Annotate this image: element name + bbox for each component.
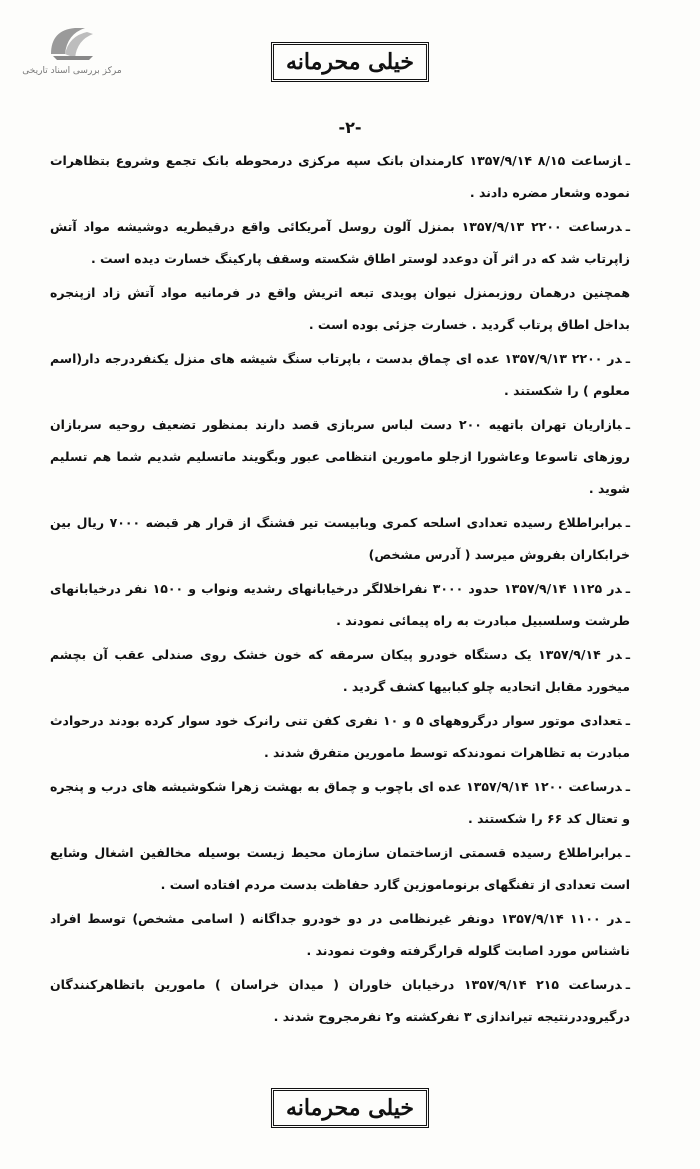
paragraph-11: ـبرابراطلاع رسیده قسمتی ازساختمان سازمان محیط زیست بوسیله مخالفین اشغال وشایع است تعدادی از تفنگهای برنوماموزین گارد حفاظت بدست مردم افتاده است . <box>50 845 630 892</box>
page-number: -۲- <box>338 118 362 137</box>
paragraph-7: ـدر ۱۱۲۵ ۱۳۵۷/۹/۱۴ حدود ۳۰۰۰ نفراخلالگر درخیابانهای رشدیه ونواب و ۱۵۰۰ نفر درخیابانهای طرشت وسلسبیل مبادرت به راه پیمائی نمودند . <box>50 581 630 628</box>
paragraph-5: ـبازاریان تهران باتهیه ۲۰۰ دست لباس سربازی قصد دارند بمنظور تضعیف روحیه سربازان روزهای تاسوعا وعاشورا ازجلو مامورین انتظامی عبور وبگویند ماتسلیم شدیم شما هم تسلیم شوید . <box>50 417 630 496</box>
paragraph-3: همچنین درهمان روزبمنزل نیوان پویدی تبعه اتریش واقع در فرمانیه مواد آتش زاد ازپنجره بداخل اطاق پرتاب گردید . خسارت جزئی بوده است . <box>50 285 630 332</box>
paragraph-9: ـتعدادی موتور سوار درگروههای ۵ و ۱۰ نفری کفن تنی رانرک خود سوار کرده بودند درحوادث مبادرت به تظاهرات نمودندکه توسط مامورین متفرق شدند . <box>50 713 630 760</box>
paragraph-12: ـدر ۱۱۰۰ ۱۳۵۷/۹/۱۴ دونفر غیرنظامی در دو خودرو جداگانه ( اسامی مشخص) توسط افراد ناشناس مورد اصابت گلوله قرارگرفته وفوت نمودند . <box>50 911 630 958</box>
paragraph-4: ـدر ۲۲۰۰ ۱۳۵۷/۹/۱۳ عده ای چماق بدست ، باپرتاب سنگ شیشه های منزل یکنفردرجه دار(اسم معلوم ) را شکستند . <box>50 351 630 398</box>
classification-stamp-top: خیلی محرمانه <box>271 42 429 82</box>
paragraph-13: ـدرساعت ۲۱۵ ۱۳۵۷/۹/۱۴ درخیابان خاوران ( میدان خراسان ) مامورین باتظاهرکنندگان درگیروددرنتیجه تیراندازی ۳ نفرکشته و۲ نفرمجروح شدند . <box>50 977 631 1024</box>
classification-stamp-bottom: خیلی محرمانه <box>271 1088 429 1128</box>
archive-logo-icon <box>45 24 99 64</box>
document-body <box>50 145 630 1035</box>
archive-logo <box>22 24 122 84</box>
paragraph-2: ـدرساعت ۲۲۰۰ ۱۳۵۷/۹/۱۳ بمنزل آلون روسل آمریکائی واقع درقیطریه دوشیشه مواد آتش زاپرتاب شد که در اثر آن دوعدد لوستر اطاق شکسته وسقف پارکینگ خسارت دیده است . <box>50 219 630 266</box>
paragraph-1: ـازساعت ۸/۱۵ ۱۳۵۷/۹/۱۴ کارمندان بانک سپه مرکزی درمحوطه بانک تجمع وشروع بتظاهرات نموده وشعار مضره دادند . <box>50 153 630 200</box>
paragraph-10: ـدرساعت ۱۲۰۰ ۱۳۵۷/۹/۱۴ عده ای باچوب و چماق به بهشت زهرا شکوشیشه های درب و پنجره و تعتال کد ۶۶ را شکستند . <box>50 779 630 826</box>
paragraph-6: ـبرابراطلاع رسیده تعدادی اسلحه کمری وبابیست تیر فشنگ از قرار هر قبضه ۷۰۰۰ ریال بین خرابکاران بفروش میرسد ( آدرس مشخص) <box>50 515 630 562</box>
archive-logo-caption: مرکز بررسی اسناد تاریخی <box>22 66 122 76</box>
paragraph-8: ـدر ۱۳۵۷/۹/۱۴ یک دستگاه خودرو پیکان سرمقه که خون خشک روی صندلی عقب آن بچشم میخورد مقابل اتحادیه چلو کبابیها کشف گردید . <box>50 647 630 694</box>
